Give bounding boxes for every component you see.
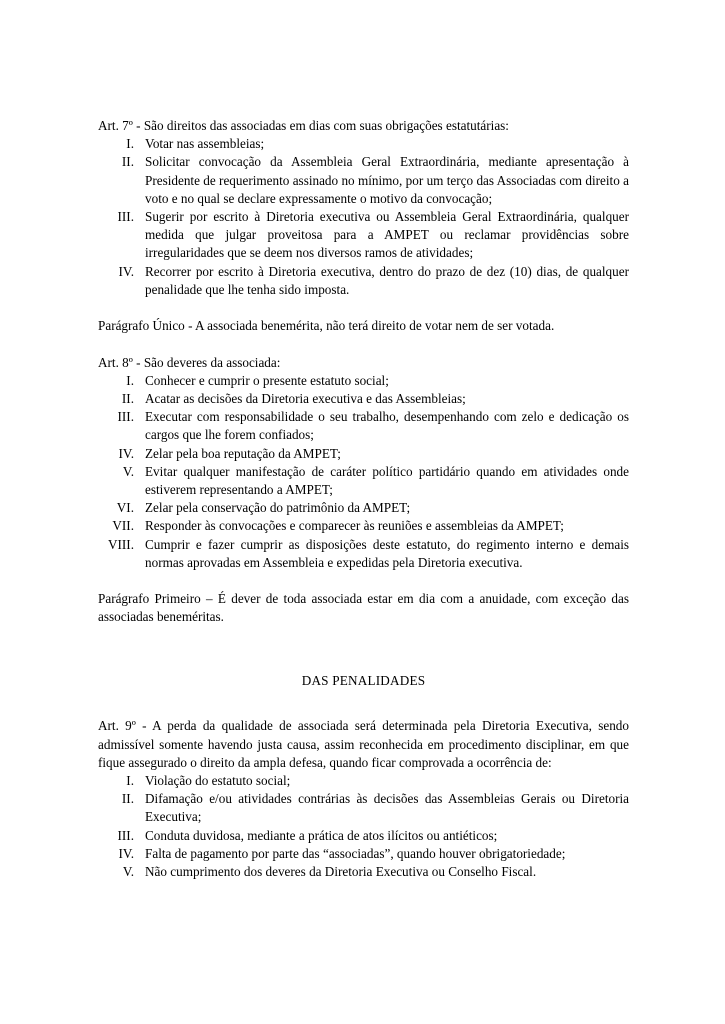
list-item-text: Zelar pela boa reputação da AMPET; — [145, 445, 341, 461]
list-item-text: Executar com responsabilidade o seu trabalho, desempenhando com zelo e dedicação os cargos que lhe forem confiados; — [145, 409, 629, 443]
list-item — [98, 408, 629, 444]
list-item-numeral: I. — [126, 372, 134, 388]
list-item-numeral: III. — [117, 409, 134, 425]
list-item — [98, 445, 629, 463]
article-9-lead: Art. 9º - A perda da qualidade de associada será determinada pela Diretoria Executiva, sendo admissível somente havendo justa causa, assim reconhecida em procedimento disciplinar, em que fique assegurado o direito da ampla defesa, quando ficar comprovada a ocorrência de: — [98, 718, 629, 770]
list-item-text: Conduta duvidosa, mediante a prática de atos ilícitos ou antiéticos; — [145, 827, 498, 843]
list-item-numeral: IV. — [118, 263, 134, 279]
list-item-numeral: IV. — [118, 445, 134, 461]
block-spacer — [98, 335, 629, 353]
list-item-numeral: I. — [126, 773, 134, 789]
list-item-text: Sugerir por escrito à Diretoria executiva ou Assembleia Geral Extraordinária, qualquer medida que julgar proveitosa para a AMPET ou reclamar providências sobre irregularidades que se deem nos diversos ramos de atividades; — [145, 209, 629, 261]
list-item — [98, 135, 629, 153]
block-spacer — [98, 572, 629, 590]
article-7-list — [98, 135, 629, 299]
document-body — [98, 117, 629, 881]
block-spacer — [98, 627, 629, 645]
list-item — [98, 499, 629, 517]
article-8-list — [98, 372, 629, 572]
list-item-text: Zelar pela conservação do patrimônio da AMPET; — [145, 500, 411, 516]
list-item-text: Difamação e/ou atividades contrárias às decisões das Assembleias Gerais ou Diretoria Executiva; — [145, 791, 629, 825]
list-item-text: Não cumprimento dos deveres da Diretoria Executiva ou Conselho Fiscal. — [145, 864, 537, 880]
paragrafo-primeiro: Parágrafo Primeiro – É dever de toda associada estar em dia com a anuidade, com exceção das associadas beneméritas. — [98, 591, 629, 625]
list-item — [98, 536, 629, 572]
article-8-lead: Art. 8º - São deveres da associada: — [98, 354, 281, 370]
list-item-numeral: I. — [126, 136, 134, 152]
list-item — [98, 517, 629, 535]
block-spacer — [98, 708, 629, 717]
block-spacer — [98, 645, 629, 663]
list-item — [98, 463, 629, 499]
list-item — [98, 390, 629, 408]
list-item-numeral: III. — [117, 827, 134, 843]
list-item-numeral: V. — [122, 864, 134, 880]
list-item-numeral: IV. — [118, 845, 134, 861]
list-item-text: Votar nas assembleias; — [145, 136, 265, 152]
list-item-text: Recorrer por escrito à Diretoria executiva, dentro do prazo de dez (10) dias, de qualquer penalidade que lhe tenha sido imposta. — [145, 263, 629, 297]
list-item-numeral: VI. — [116, 500, 134, 516]
list-item-text: Falta de pagamento por parte das “associadas”, quando houver obrigatoriedade; — [145, 845, 566, 861]
article-9-list — [98, 772, 629, 881]
section-title-das-penalidades: DAS PENALIDADES — [301, 673, 426, 689]
list-item — [98, 372, 629, 390]
list-item — [98, 153, 629, 208]
list-item-numeral: VII. — [112, 518, 134, 534]
list-item — [98, 790, 629, 826]
list-item-numeral: VIII. — [108, 536, 134, 552]
block-spacer — [98, 663, 629, 672]
list-item — [98, 827, 629, 845]
list-item-text: Violação do estatuto social; — [145, 773, 291, 789]
paragrafo-unico: Parágrafo Único - A associada benemérita, não terá direito de votar nem de ser votada. — [98, 318, 555, 334]
list-item-text: Acatar as decisões da Diretoria executiva e das Assembleias; — [145, 391, 466, 407]
list-item-text: Evitar qualquer manifestação de caráter político partidário quando em atividades onde estiverem representando a AMPET; — [145, 463, 629, 498]
list-item-text: Cumprir e fazer cumprir as disposições deste estatuto, do regimento interno e demais normas aprovadas em Assembleia e expedidas pela Diretoria executiva. — [145, 536, 629, 570]
block-spacer — [98, 299, 629, 317]
list-item-text: Conhecer e cumprir o presente estatuto social; — [145, 372, 389, 388]
list-item — [98, 845, 629, 863]
list-item-numeral: II. — [121, 154, 134, 170]
list-item-numeral: II. — [121, 791, 134, 807]
list-item — [98, 863, 629, 881]
list-item-text: Responder às convocações e comparecer às reuniões e assembleias da AMPET; — [145, 518, 564, 534]
list-item — [98, 772, 629, 790]
article-7-lead: Art. 7º - São direitos das associadas em dias com suas obrigações estatutárias: — [98, 118, 509, 133]
list-item — [98, 263, 629, 299]
list-item-numeral: V. — [122, 463, 134, 479]
list-item-numeral: II. — [121, 391, 134, 407]
list-item — [98, 208, 629, 263]
block-spacer — [98, 690, 629, 708]
list-item-numeral: III. — [117, 209, 134, 225]
list-item-text: Solicitar convocação da Assembleia Geral Extraordinária, mediante apresentação à Presidente de requerimento assinado no mínimo, por um terço das Associadas com direito a voto e no qual se declare expressamente o motivo da convocação; — [145, 154, 629, 206]
